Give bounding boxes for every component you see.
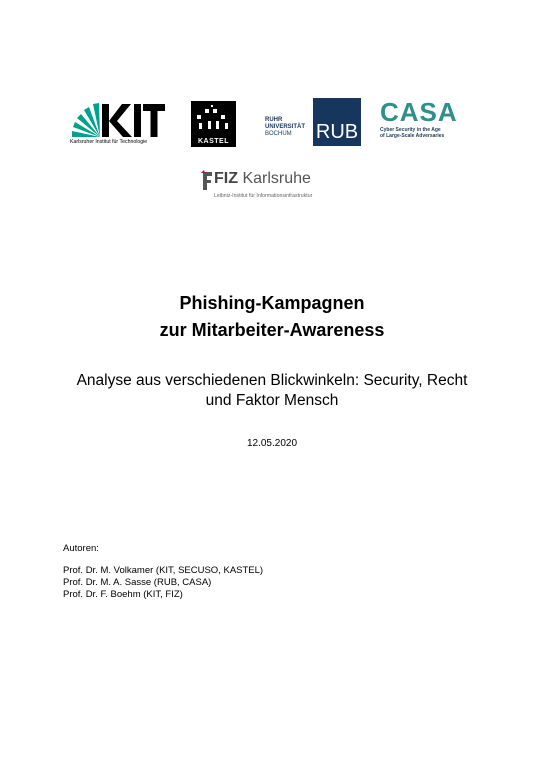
document-title-line-2: zur Mitarbeiter-Awareness xyxy=(159,320,385,340)
authors-list xyxy=(63,565,263,601)
kit-logo-mark xyxy=(70,101,166,139)
fiz-mark-icon xyxy=(200,170,214,192)
document-subtitle-line-2: und Faktor Mensch xyxy=(205,392,339,409)
rub-badge: RUB xyxy=(313,98,361,146)
author-item: Prof. Dr. M. A. Sasse (RUB, CASA) xyxy=(63,577,212,588)
kit-logo xyxy=(70,101,166,147)
document-date: 12.05.2020 xyxy=(246,438,298,449)
document-title-line-1: Phishing-Kampagnen xyxy=(179,293,365,313)
document-subtitle-line-1: Analyse aus verschiedenen Blickwinkeln: Security, Recht xyxy=(76,372,468,389)
rub-wordmark xyxy=(265,117,311,138)
rub-line-1: RUHR xyxy=(265,117,283,123)
kastel-logo xyxy=(191,101,236,147)
fiz-subtitle: Leibniz-Institut für Informationsinfrastruktur xyxy=(214,193,313,199)
fiz-wordmark-rest: Karlsruhe xyxy=(238,170,311,187)
casa-tagline-1: Cyber Security in the Age xyxy=(380,127,441,133)
kastel-label: KASTEL xyxy=(198,138,229,145)
kit-subtitle: Karlsruher Institut für Technologie xyxy=(70,139,148,145)
casa-tagline xyxy=(380,127,470,139)
author-item: Prof. Dr. F. Boehm (KIT, FIZ) xyxy=(63,589,183,600)
casa-tagline-2: of Large-Scale Adversaries xyxy=(380,133,445,139)
rub-line-2: UNIVERSITÄT xyxy=(265,124,306,130)
fiz-logo xyxy=(200,168,345,206)
casa-wordmark: CASA xyxy=(380,97,458,127)
casa-logo xyxy=(376,97,468,145)
fiz-wordmark-bold: FIZ xyxy=(214,170,238,187)
rub-logo xyxy=(265,98,361,146)
author-item: Prof. Dr. M. Volkamer (KIT, SECUSO, KASTEL) xyxy=(63,565,264,576)
castle-icon xyxy=(191,101,236,137)
rub-line-3: BOCHUM xyxy=(265,131,292,137)
authors-label: Autoren: xyxy=(63,543,99,554)
fiz-wordmark xyxy=(214,170,311,188)
